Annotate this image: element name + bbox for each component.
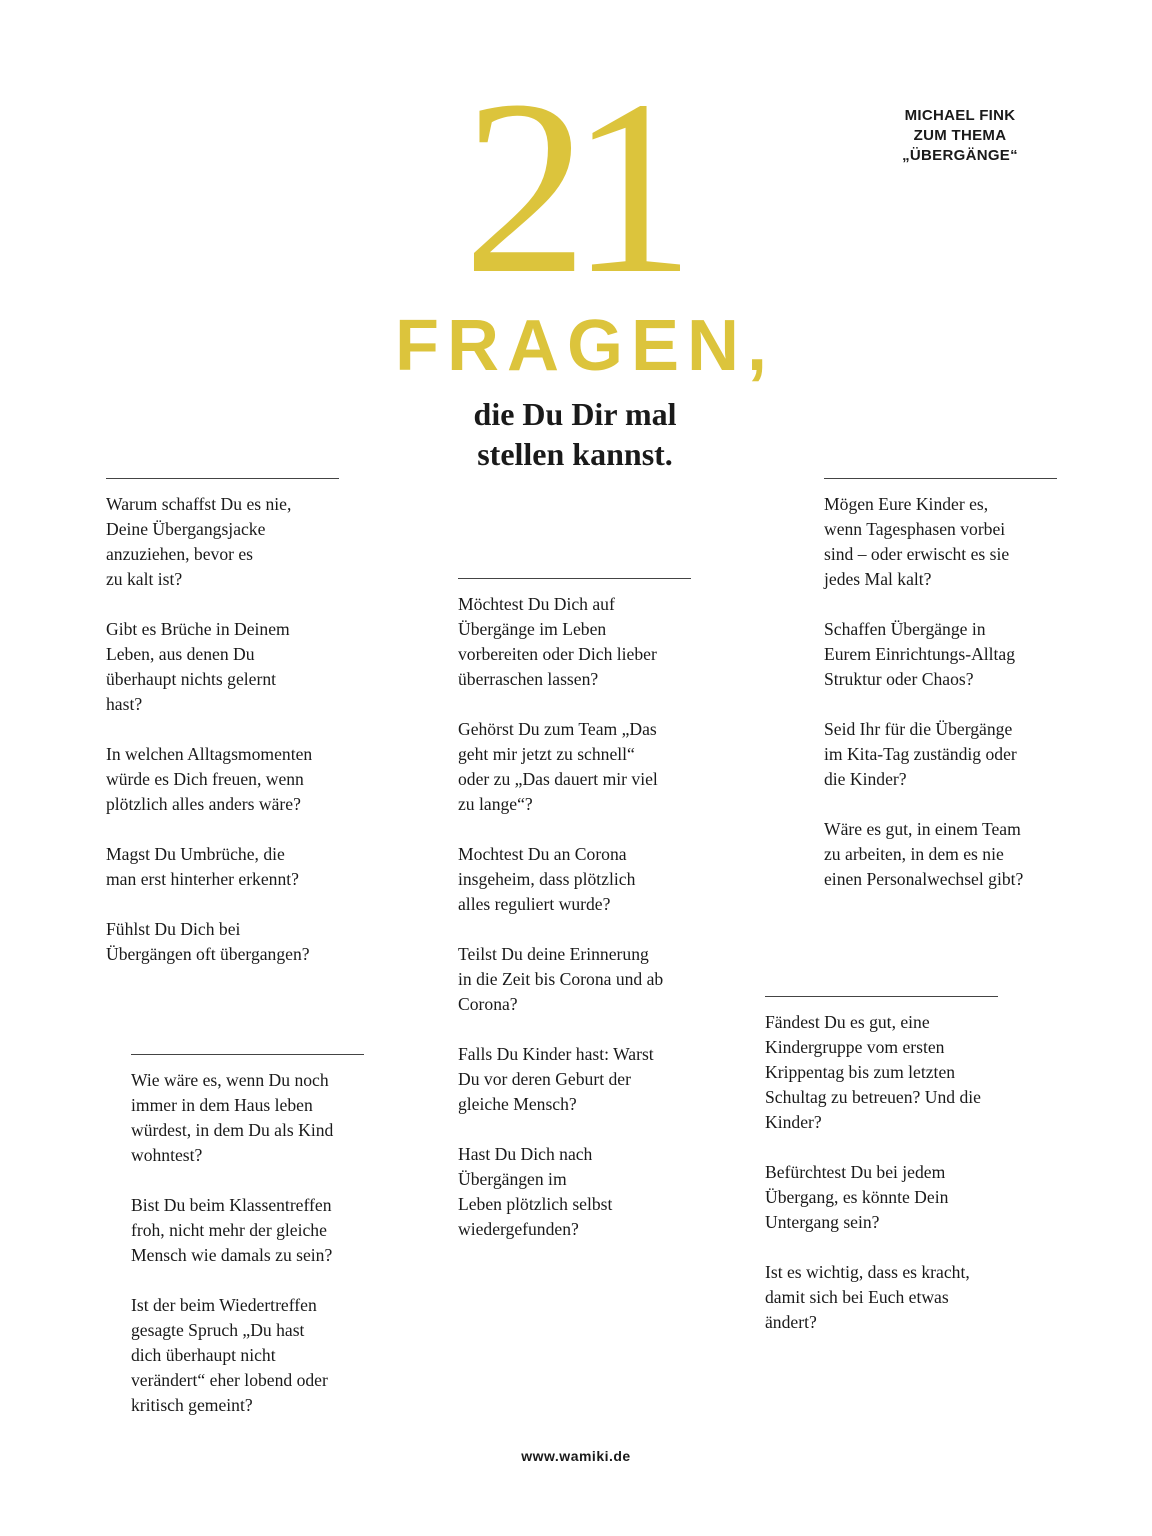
byline-topic: „ÜBERGÄNGE“: [902, 147, 1018, 164]
question: Fühlst Du Dich bei Übergängen oft übergangen?: [106, 919, 310, 964]
question-block-left-bottom: [131, 1054, 371, 1443]
question-block-left-top: [106, 478, 346, 992]
question: Schaffen Übergänge in Eurem Einrichtungs-Alltag Struktur oder Chaos?: [824, 619, 1016, 689]
question: Bist Du beim Klassentreffen froh, nicht mehr der gleiche Mensch wie damals zu sein?: [131, 1195, 333, 1265]
question: Mögen Eure Kinder es, wenn Tagesphasen vorbei sind – oder erwischt es sie jedes Mal kalt?: [824, 494, 1010, 589]
question-block-right-bottom: [765, 996, 1025, 1360]
question: Gehörst Du zum Team „Das geht mir jetzt zu schnell“ oder zu „Das dauert mir viel zu lange“?: [458, 719, 658, 814]
byline-author: MICHAEL FINK: [904, 107, 1016, 124]
question: Möchtest Du Dich auf Übergänge im Leben vorbereiten oder Dich lieber überraschen lassen?: [458, 594, 657, 689]
question: Falls Du Kinder hast: Warst Du vor deren Geburt der gleiche Mensch?: [458, 1044, 654, 1114]
website-url[interactable]: www.wamiki.de: [521, 1448, 631, 1464]
subtitle-line-1: die Du Dir mal: [473, 396, 677, 432]
question: In welchen Alltagsmomenten würde es Dich freuen, wenn plötzlich alles anders wäre?: [106, 744, 313, 814]
divider-rule: [106, 478, 339, 479]
question: Ist es wichtig, dass es kracht, damit sich bei Euch etwas ändert?: [765, 1262, 970, 1332]
question: Wäre es gut, in einem Team zu arbeiten, in dem es nie einen Personalwechsel gibt?: [824, 819, 1024, 889]
question: Warum schaffst Du es nie, Deine Übergangsjacke anzuziehen, bevor es zu kalt ist?: [106, 494, 292, 589]
question: Ist der beim Wiedertreffen gesagte Spruch „Du hast dich überhaupt nicht verändert“ eher lobend oder kritisch gemeint?: [131, 1295, 328, 1415]
question: Teilst Du deine Erinnerung in die Zeit bis Corona und ab Corona?: [458, 944, 664, 1014]
question: Befürchtest Du bei jedem Übergang, es könnte Dein Untergang sein?: [765, 1162, 949, 1232]
question: Hast Du Dich nach Übergängen im Leben plötzlich selbst wiedergefunden?: [458, 1144, 613, 1239]
divider-rule: [824, 478, 1057, 479]
subtitle-line-2: stellen kannst.: [477, 436, 673, 472]
question: Gibt es Brüche in Deinem Leben, aus denen Du überhaupt nichts gelernt hast?: [106, 619, 290, 714]
question-block-middle: [458, 578, 698, 1267]
headline-word: FRAGEN,: [395, 306, 775, 386]
author-byline: [880, 106, 1040, 166]
question: Fändest Du es gut, eine Kindergruppe vom ersten Krippentag bis zum letzten Schultag zu betreuen? Und die Kinder?: [765, 1012, 981, 1132]
question: Seid Ihr für die Übergänge im Kita-Tag zuständig oder die Kinder?: [824, 719, 1017, 789]
question: Mochtest Du an Corona insgeheim, dass plötzlich alles reguliert wurde?: [458, 844, 636, 914]
divider-rule: [131, 1054, 364, 1055]
divider-rule: [458, 578, 691, 579]
question: Wie wäre es, wenn Du noch immer in dem Haus leben würdest, in dem Du als Kind wohntest?: [131, 1070, 334, 1165]
question: Magst Du Umbrüche, die man erst hinterher erkennt?: [106, 844, 299, 889]
byline-topic-label: ZUM THEMA: [913, 127, 1007, 144]
headline-number: 21: [463, 49, 677, 326]
divider-rule: [765, 996, 998, 997]
headline-subtitle: [400, 394, 750, 474]
question-block-right-top: [824, 478, 1064, 917]
